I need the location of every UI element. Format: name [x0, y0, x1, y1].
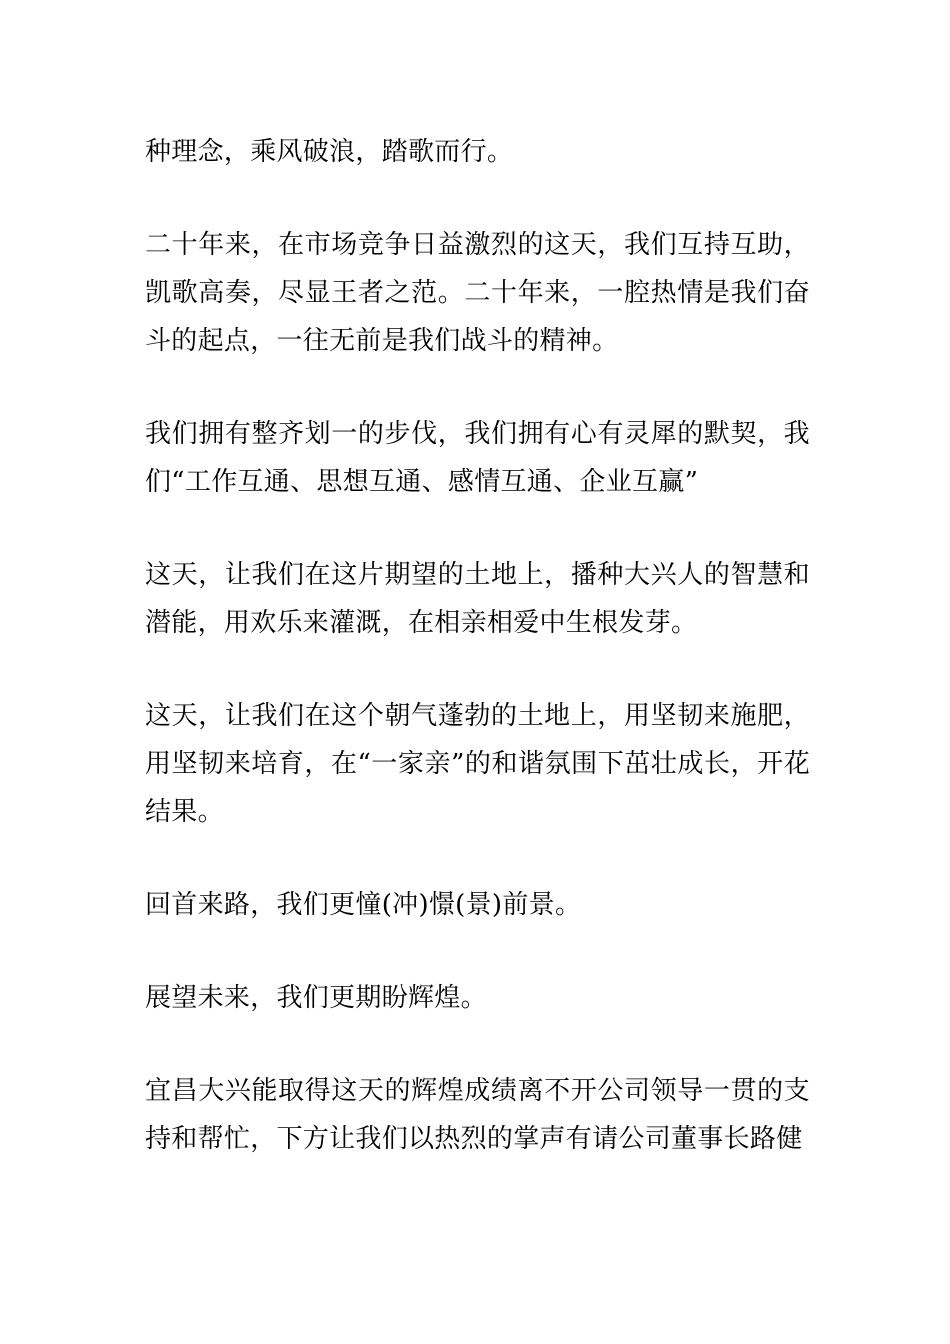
paragraph: 这天，让我们在这个朝气蓬勃的土地上，用坚韧来施肥，用坚韧来培育，在“一家亲”的和谐氛围下茁壮成长，开花结果。 — [145, 701, 810, 827]
paragraph: 展望未来，我们更期盼辉煌。 — [145, 983, 487, 1013]
document-body — [145, 128, 810, 1208]
paragraph: 种理念，乘风破浪，踏歌而行。 — [145, 137, 514, 167]
paragraph: 宜昌大兴能取得这天的辉煌成绩离不开公司领导一贯的支持和帮忙，下方让我们以热烈的掌声有请公司董事长路健 — [145, 1076, 810, 1154]
paragraph: 这天，让我们在这片期望的土地上，播种大兴人的智慧和潜能，用欢乐来灌溉，在相亲相爱中生根发芽。 — [145, 560, 810, 638]
paragraph: 回首来路，我们更憧(冲)憬(景)前景。 — [145, 890, 582, 920]
paragraph: 二十年来，在市场竞争日益激烈的这天，我们互持互助，凯歌高奏，尽显王者之范。二十年来，一腔热情是我们奋斗的起点，一往无前是我们战斗的精神。 — [145, 230, 810, 356]
paragraph: 我们拥有整齐划一的步伐，我们拥有心有灵犀的默契，我们“工作互通、思想互通、感情互通、企业互赢” — [145, 419, 810, 497]
